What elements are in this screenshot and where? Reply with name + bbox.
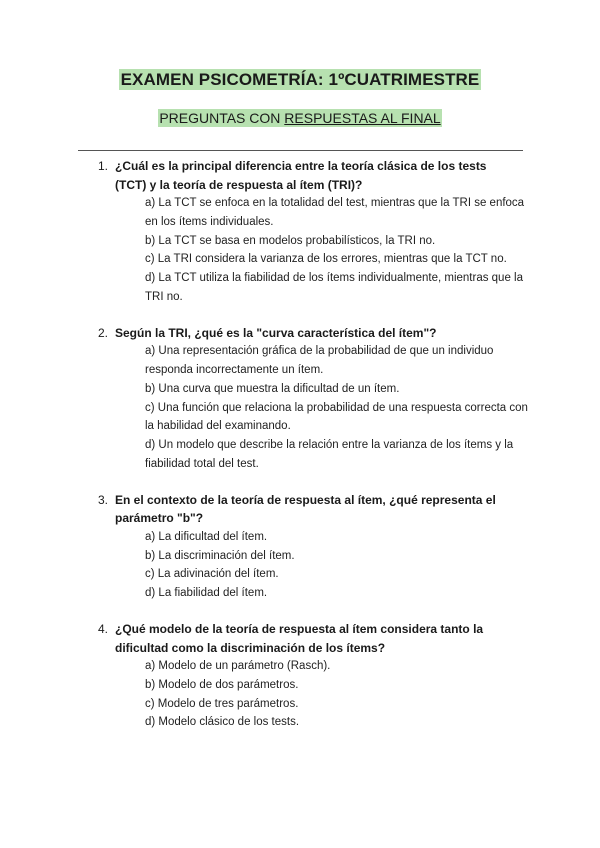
answer-option: a) La dificultad del ítem.	[145, 530, 268, 543]
question-text: Según la TRI, ¿qué es la "curva característica del ítem"?	[115, 325, 437, 340]
answer-option: c) Una función que relaciona la probabilidad de una respuesta correcta con la habilidad del examinando.	[145, 401, 528, 433]
question-number: 1.	[97, 159, 108, 173]
answer-option: b) Modelo de dos parámetros.	[145, 678, 299, 691]
answer-option: b) La TCT se basa en modelos probabilísticos, la TRI no.	[145, 234, 436, 247]
question-text: ¿Cuál es la principal diferencia entre la teoría clásica de los tests (TCT) y la teoría de respuesta al ítem (TRI)?	[115, 159, 487, 192]
subtitle-part2: RESPUESTAS AL FINAL	[284, 110, 441, 126]
answer-option: c) La adivinación del ítem.	[145, 568, 279, 581]
question-text: ¿Qué modelo de la teoría de respuesta al ítem considera tanto la dificultad como la discriminación de los ítems?	[115, 622, 484, 655]
question-3	[78, 491, 538, 603]
answer-option: b) La discriminación del ítem.	[145, 549, 295, 562]
horizontal-divider	[78, 150, 523, 151]
question-number: 4.	[97, 622, 108, 637]
answer-option: a) Modelo de un parámetro (Rasch).	[145, 660, 331, 673]
subtitle-highlight	[158, 109, 441, 127]
subtitle-part1: PREGUNTAS CON	[159, 110, 285, 126]
question-4	[78, 620, 538, 732]
page-subtitle	[0, 110, 600, 126]
answer-option: d) La TCT utiliza la fiabilidad de los ítems individualmente, mientras que la TRI no.	[145, 272, 523, 303]
answer-option: c) La TRI considera la varianza de los errores, mientras que la TCT no.	[145, 253, 507, 266]
question-text: En el contexto de la teoría de respuesta al ítem, ¿qué representa el parámetro "b"?	[115, 492, 496, 526]
answer-option: c) Modelo de tres parámetros.	[145, 697, 299, 710]
answer-option: d) La fiabilidad del ítem.	[145, 587, 268, 600]
answer-option: a) La TCT se enfoca en la totalidad del test, mientras que la TRI se enfoca en los ítems individuales.	[145, 197, 525, 228]
answer-option: b) Una curva que muestra la dificultad de un ítem.	[145, 382, 400, 395]
question-number: 3.	[97, 492, 108, 507]
question-number: 2.	[97, 325, 108, 340]
page-title	[0, 70, 600, 90]
page-title-text: EXAMEN PSICOMETRÍA: 1ºCUATRIMESTRE	[120, 70, 480, 89]
answer-option: d) Un modelo que describe la relación entre la varianza de los ítems y la fiabilidad total del test.	[145, 439, 514, 471]
question-list	[78, 157, 538, 749]
question-1	[78, 157, 538, 307]
question-2	[78, 324, 538, 474]
answer-option: d) Modelo clásico de los tests.	[145, 716, 300, 729]
answer-option: a) Una representación gráfica de la probabilidad de que un individuo responda incorrectamente un ítem.	[145, 345, 494, 377]
